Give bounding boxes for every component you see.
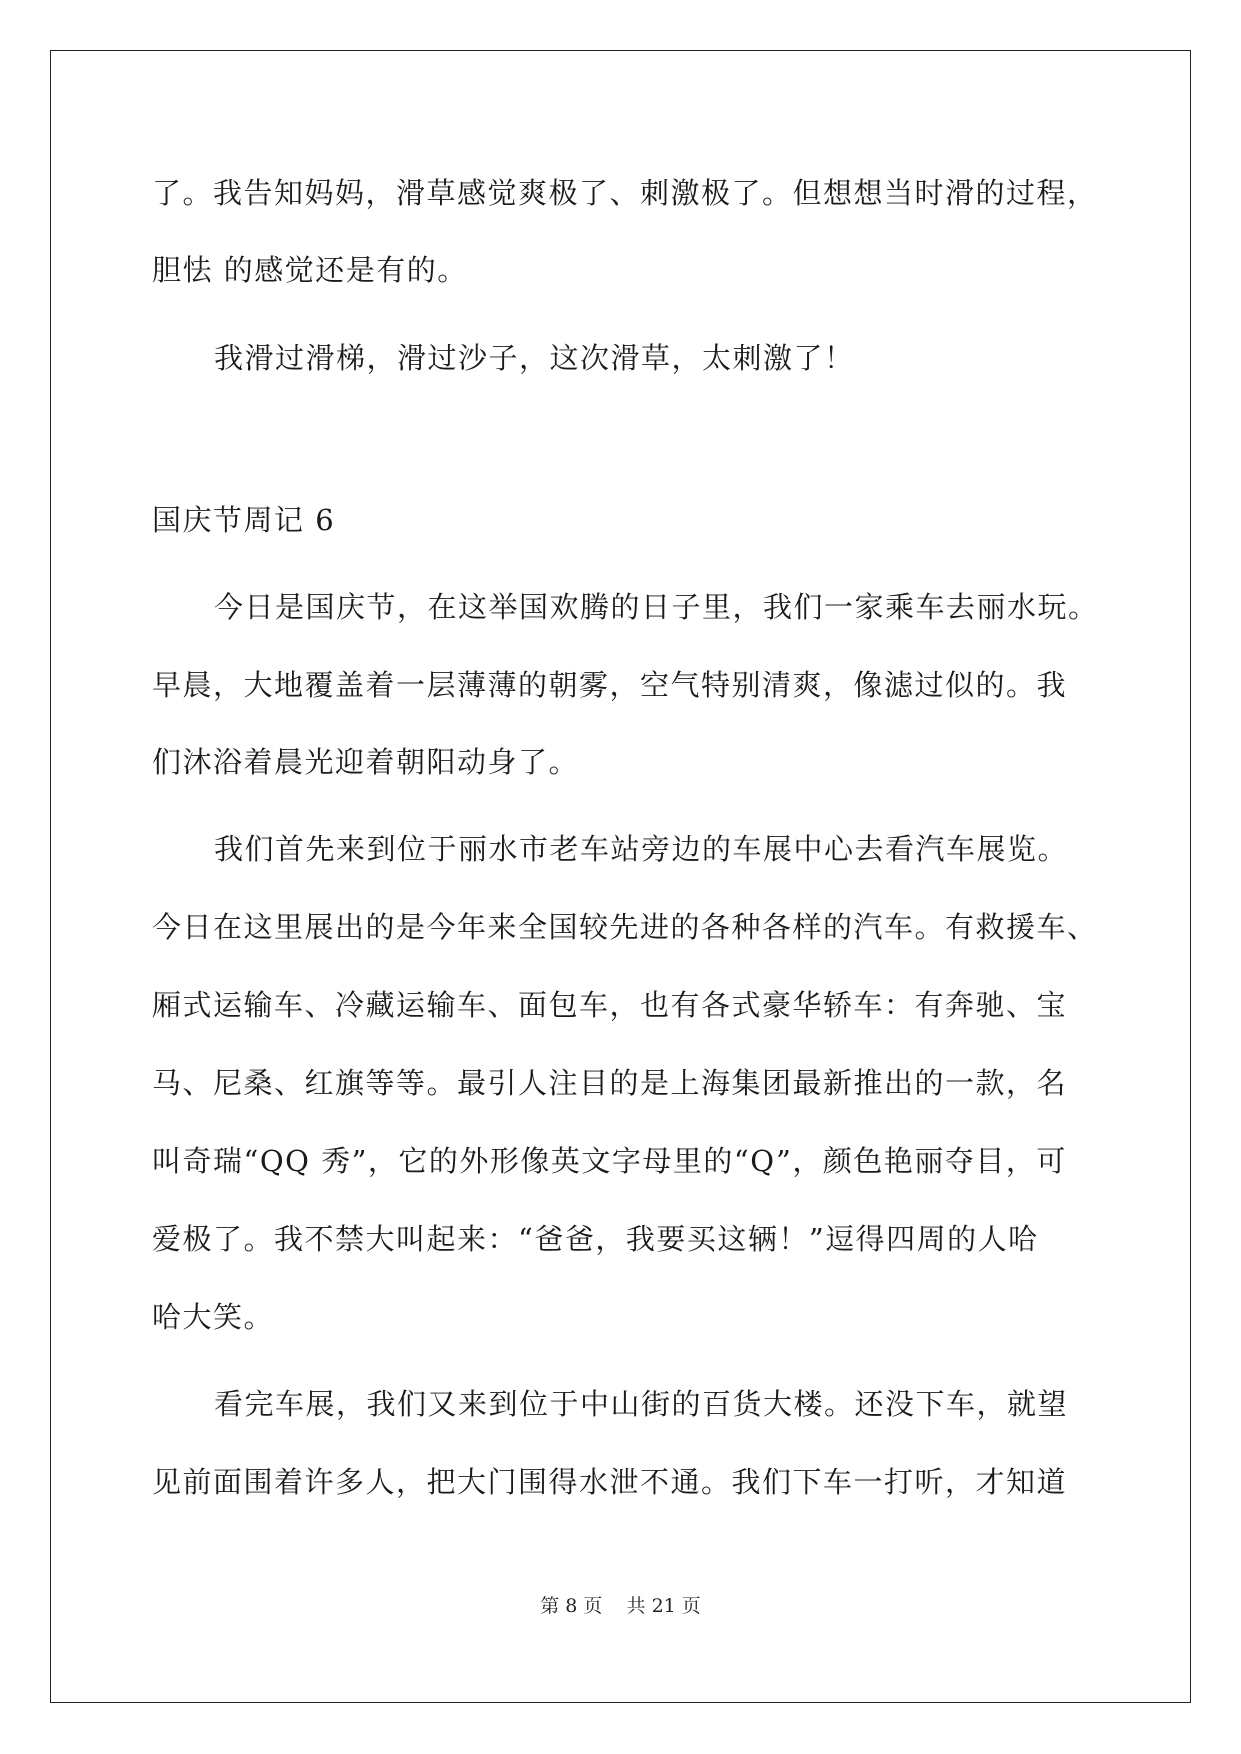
text-line: 哈大笑。 [152, 1300, 275, 1334]
text-line: 见前面围着许多人，把大门围得水泄不通。我们下车一打听，才知道 [152, 1465, 1068, 1499]
text-line: 胆怯 的感觉还是有的。 [152, 253, 468, 287]
text-line: 看完车展，我们又来到位于中山街的百货大楼。还没下车，就望 [214, 1387, 1069, 1421]
text-line: 早晨，大地覆盖着一层薄薄的朝雾，空气特别清爽，像滤过似的。我 [152, 668, 1068, 702]
text-line: 我滑过滑梯，滑过沙子，这次滑草，太刺激了！ [214, 341, 855, 375]
text-line: 今日在这里展出的是今年来全国较先进的各种各样的汽车。有救援车、 [152, 910, 1098, 944]
text-line: 们沐浴着晨光迎着朝阳动身了。 [152, 745, 580, 779]
page-number-footer: 第 8 页 共 21 页 [540, 1595, 701, 1617]
text-line: 了。我告知妈妈，滑草感觉爽极了、刺激极了。但想想当时滑的过程， [152, 176, 1098, 210]
page-border [50, 50, 1191, 1703]
text-line: 我们首先来到位于丽水市老车站旁边的车展中心去看汽车展览。 [214, 832, 1069, 866]
text-line: 今日是国庆节，在这举国欢腾的日子里，我们一家乘车去丽水玩。 [214, 590, 1099, 624]
section-heading: 国庆节周记 6 [152, 503, 336, 537]
text-line: 爱极了。我不禁大叫起来：“爸爸，我要买这辆！”逗得四周的人哈 [152, 1222, 1039, 1256]
text-line: 马、尼桑、红旗等等。最引人注目的是上海集团最新推出的一款，名 [152, 1066, 1068, 1100]
text-line: 叫奇瑞“QQ 秀”，它的外形像英文字母里的“Q”，颜色艳丽夺目，可 [152, 1144, 1067, 1178]
text-line: 厢式运输车、冷藏运输车、面包车，也有各式豪华轿车：有奔驰、宝 [152, 988, 1068, 1022]
